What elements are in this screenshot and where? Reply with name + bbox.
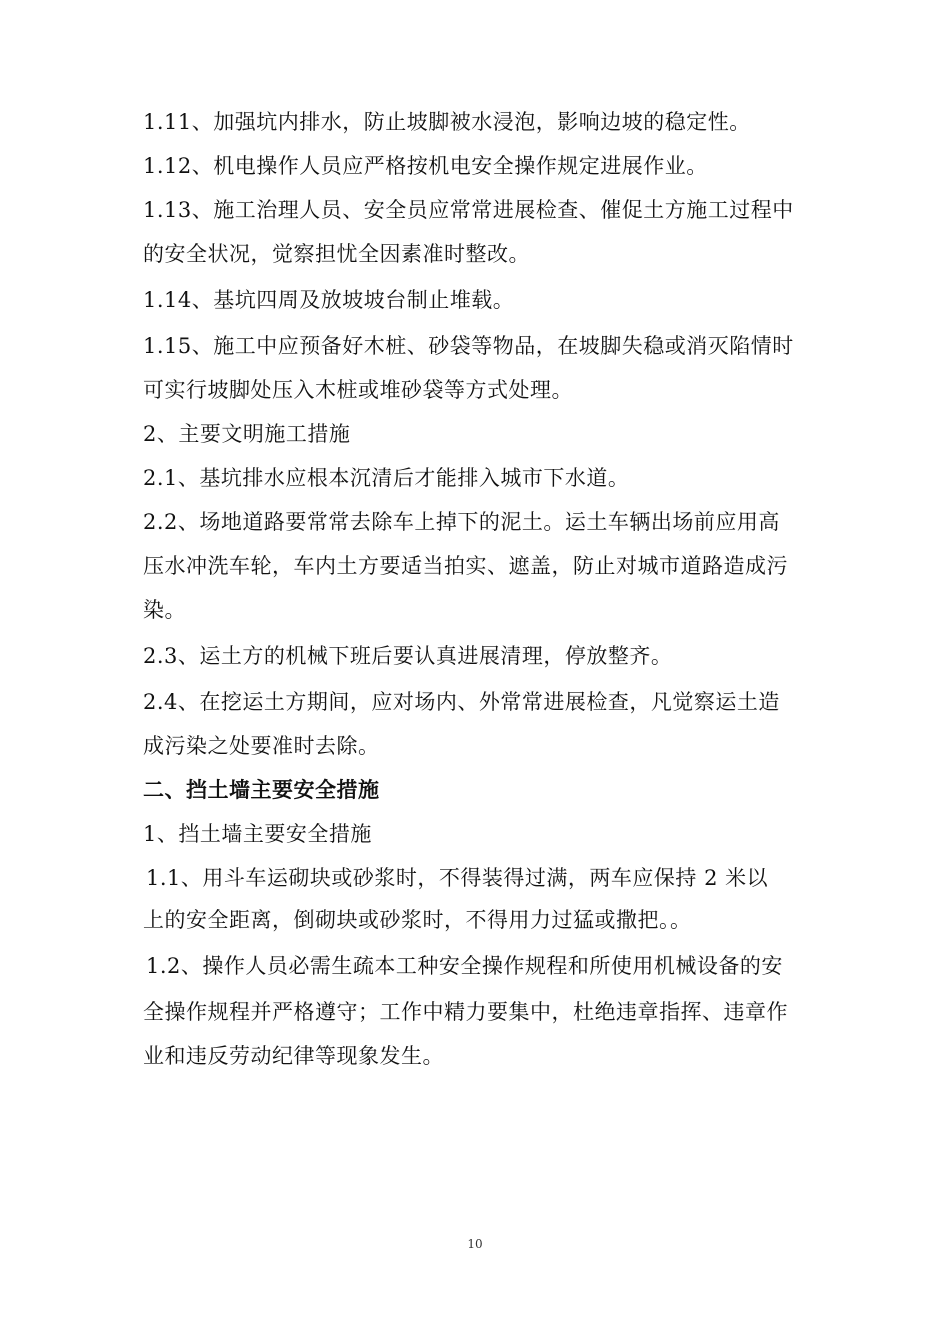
- text-line: 全操作规程并严格遵守；工作中精力要集中，杜绝违章指挥、违章作: [143, 1000, 788, 1024]
- text-line: 2.3、运土方的机械下班后要认真进展清理，停放整齐。: [143, 644, 673, 668]
- text-line: 业和违反劳动纪律等现象发生。: [143, 1044, 444, 1068]
- text-line: 上的安全距离，倒砌块或砂浆时，不得用力过猛或撒把。。: [143, 908, 692, 932]
- text-line: 2.4、在挖运土方期间，应对场内、外常常进展检查，凡觉察运土造: [143, 690, 780, 714]
- text-line: 1.13、施工治理人员、安全员应常常进展检查、催促土方施工过程中: [143, 198, 794, 222]
- text-line: 成污染之处要准时去除。: [143, 734, 380, 758]
- text-line: 1.11、加强坑内排水，防止坡脚被水浸泡，影响边坡的稳定性。: [143, 110, 751, 134]
- text-line: 可实行坡脚处压入木桩或堆砂袋等方式处理。: [143, 378, 573, 402]
- text-line: 1.14、基坑四周及放坡坡台制止堆载。: [143, 288, 515, 312]
- text-line: 的安全状况，觉察担忧全因素准时整改。: [143, 242, 530, 266]
- section-subtitle: 2、主要文明施工措施: [143, 422, 351, 446]
- text-line: 2.2、场地道路要常常去除车上掉下的泥土。运土车辆出场前应用高: [143, 510, 780, 534]
- text-line: 染。: [143, 598, 186, 622]
- text-line: 2.1、基坑排水应根本沉清后才能排入城市下水道。: [143, 466, 630, 490]
- section-subtitle: 1、挡土墙主要安全措施: [143, 822, 372, 846]
- text-line: 压水冲洗车轮，车内土方要适当拍实、遮盖，防止对城市道路造成污: [143, 554, 788, 578]
- text-line: 1.12、机电操作人员应严格按机电安全操作规定进展作业。: [143, 154, 708, 178]
- section-heading: 二、挡土墙主要安全措施: [143, 777, 380, 802]
- page-number: 10: [467, 1237, 483, 1251]
- text-line: 1.15、施工中应预备好木桩、砂袋等物品，在坡脚失稳或消灭陷情时: [143, 334, 794, 358]
- text-line: 1.2、操作人员必需生疏本工种安全操作规程和所使用机械设备的安: [146, 954, 783, 978]
- text-line: 1.1、用斗车运砌块或砂浆时，不得装得过满，两车应保持 2 米以: [146, 866, 769, 890]
